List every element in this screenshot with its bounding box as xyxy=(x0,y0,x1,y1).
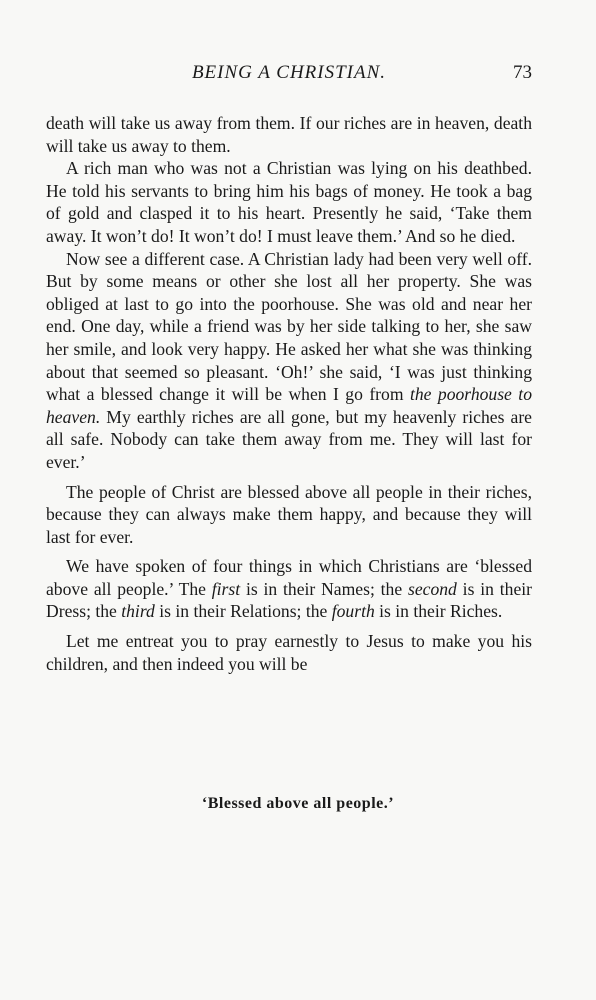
emphasis-poorhouse: the poorhouse to heaven. xyxy=(46,384,532,427)
running-title: BEING A CHRISTIAN. xyxy=(191,62,387,83)
paragraph-2: A rich man who was not a Christian was lying on his deathbed. He told his servants to bring him his bags of money. He took a bag of gold and clasped it to his heart. Presently he said, ‘Take them away. It won’t do! It won’t do! I must leave them.’ And so he died. xyxy=(46,158,532,246)
paragraph-3: Now see a different case. A Christian lady had been very well off. But by some means or other she lost all her property. She was obliged at last to go into the poorhouse. She was old and near her end. One day, while a friend was by her side talking to her, she saw her smile, and look very happy. He asked her what she was thinking about that seemed so pleasant. ‘Oh!’ she said, ‘I was just thinking what a blessed change it will be when I go from the poorhouse to heaven. My earthly riches are all gone, but my heavenly riches are all safe. Nobody can take them away from me. They will last for ever.’ xyxy=(46,248,532,472)
emphasis-first: first xyxy=(211,578,241,599)
emphasis-second: second xyxy=(408,578,457,599)
paragraph-6: Let me entreat you to pray earnestly to Jesus to make you his children, and then indeed you will be xyxy=(46,631,532,674)
emphasis-third: third xyxy=(121,601,155,622)
paragraph-1: death will take us away from them. If our riches are in heaven, death will take us away to them. xyxy=(46,113,532,156)
catchword-footer: ‘Blessed above all people.’ xyxy=(201,795,395,812)
emphasis-fourth: fourth xyxy=(331,601,375,622)
paragraph-4: The people of Christ are blessed above all people in their riches, because they can always make them happy, and because they will last for ever. xyxy=(46,481,532,547)
body-text xyxy=(46,112,532,675)
paragraph-5: We have spoken of four things in which Christians are ‘blessed above all people.’ The first is in their Names; the second is in their Dress; the third is in their Relations; the fourth is in their Riches. xyxy=(46,556,532,622)
page-header xyxy=(46,62,532,86)
page-number: 73 xyxy=(513,62,532,83)
